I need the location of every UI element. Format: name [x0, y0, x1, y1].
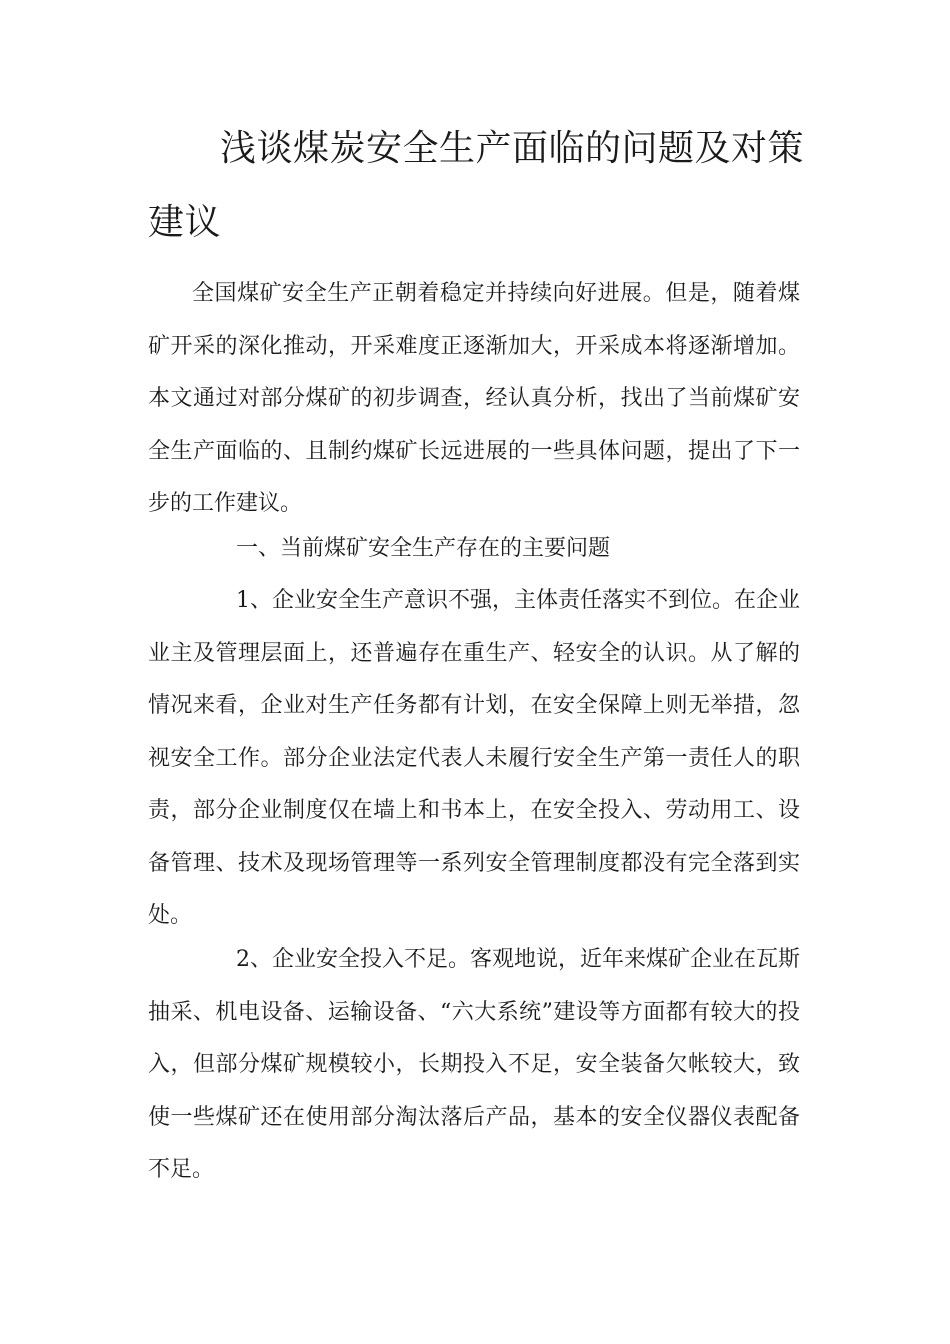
document-title: 浅谈煤炭安全生产面临的问题及对策建议 [148, 128, 805, 243]
issue-two-paragraph: 2、企业安全投入不足。客观地说，近年来煤矿企业在瓦斯抽采、机电设备、运输设备、“六大系统”建设等方面都有较大的投入，但部分煤矿规模较小，长期投入不足，安全装备欠帐较大，致使一些煤矿还在使用部分淘汰落后产品，基本的安全仪器仪表配备不足。 [148, 947, 800, 1182]
issue-one-paragraph: 1、企业安全生产意识不强，主体责任落实不到位。在企业业主及管理层面上，还普遍存在重生产、轻安全的认识。从了解的情况来看，企业对生产任务都有计划，在安全保障上则无举措，忽视安全工作。部分企业法定代表人未履行安全生产第一责任人的职责，部分企业制度仅在墙上和书本上，在安全投入、劳动用工、设备管理、技术及现场管理等一系列安全管理制度都没有完全落到实处。 [148, 588, 800, 928]
section-heading: 一、当前煤矿安全生产存在的主要问题 [236, 536, 611, 561]
intro-paragraph: 全国煤矿安全生产正朝着稳定并持续向好进展。但是，随着煤矿开采的深化推动，开采难度正逐渐加大，开采成本将逐渐增加。本文通过对部分煤矿的初步调查，经认真分析，找出了当前煤矿安全生产面临的、且制约煤矿长远进展的一些具体问题，提出了下一步的工作建议。 [148, 281, 800, 516]
